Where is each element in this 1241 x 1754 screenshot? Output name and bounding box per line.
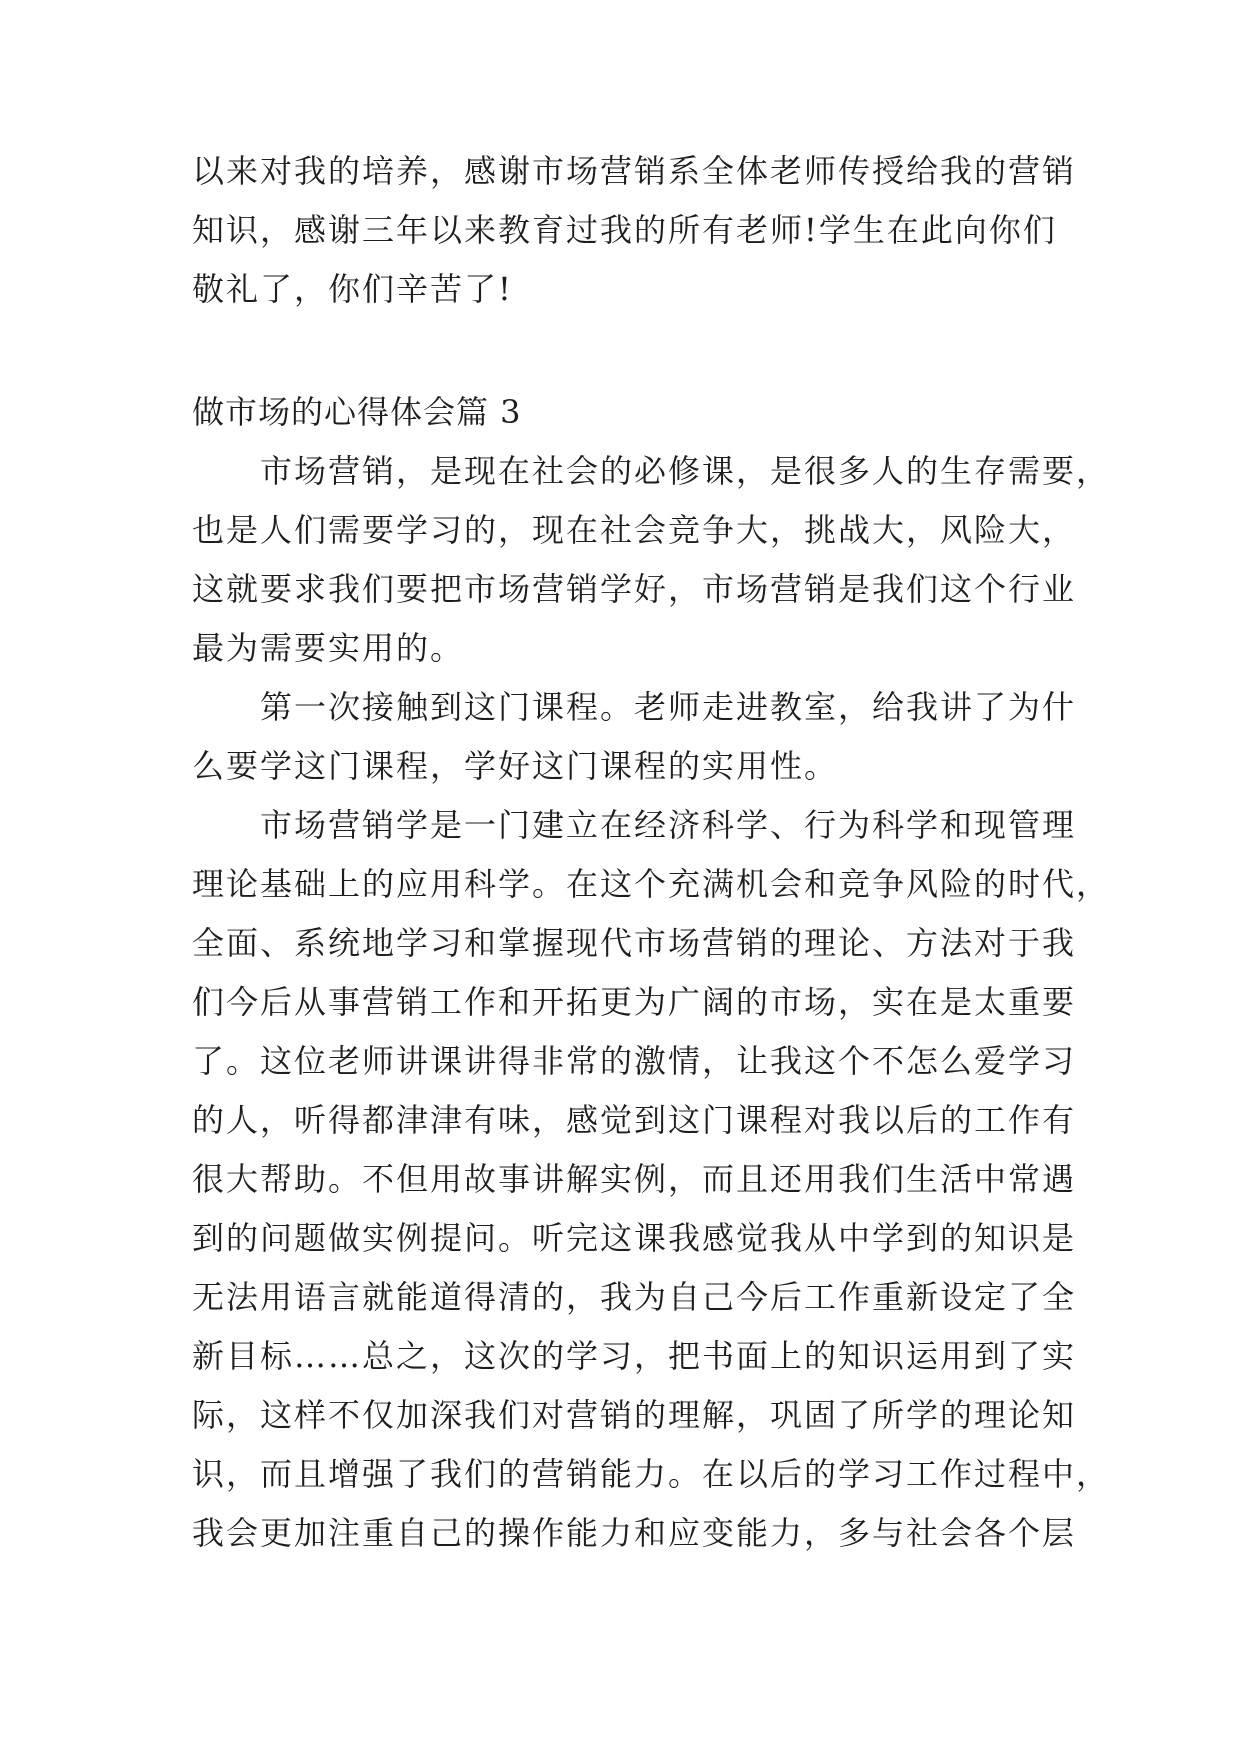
body-line-11: 了。这位老师讲课讲得非常的激情，让我这个不怎么爱学习 xyxy=(192,1042,1077,1080)
section-title: 做市场的心得体会篇 3 xyxy=(192,393,522,431)
body-line-12: 的人，听得都津津有味，感觉到这门课程对我以后的工作有 xyxy=(192,1101,1077,1139)
body-line-17: 际，这样不仅加深我们对营销的理解，巩固了所学的理论知 xyxy=(192,1396,1077,1434)
intro-line-3: 敬礼了，你们辛苦了! xyxy=(192,270,513,308)
intro-line-2: 知识，感谢三年以来教育过我的所有老师!学生在此向你们 xyxy=(192,211,1057,249)
body-line-9: 全面、系统地学习和掌握现代市场营销的理论、方法对于我 xyxy=(192,924,1077,962)
body-line-6: 么要学这门课程，学好这门课程的实用性。 xyxy=(192,747,839,785)
intro-line-1: 以来对我的培养，感谢市场营销系全体老师传授给我的营销 xyxy=(192,152,1077,190)
body-line-19: 我会更加注重自己的操作能力和应变能力，多与社会各个层 xyxy=(192,1514,1077,1552)
body-line-10: 们今后从事营销工作和开拓更为广阔的市场，实在是太重要 xyxy=(192,983,1077,1021)
body-line-15: 无法用语言就能道得清的，我为自己今后工作重新设定了全 xyxy=(192,1278,1077,1316)
body-line-16: 新目标……总之，这次的学习，把书面上的知识运用到了实 xyxy=(192,1337,1077,1375)
body-line-2: 也是人们需要学习的，现在社会竞争大，挑战大，风险大， xyxy=(192,511,1077,549)
body-line-5: 第一次接触到这门课程。老师走进教室，给我讲了为什 xyxy=(192,688,1077,726)
body-line-3: 这就要求我们要把市场营销学好，市场营销是我们这个行业 xyxy=(192,570,1077,608)
body-line-7: 市场营销学是一门建立在经济科学、行为科学和现管理 xyxy=(192,806,1077,844)
body-line-14: 到的问题做实例提问。听完这课我感觉我从中学到的知识是 xyxy=(192,1219,1077,1257)
body-line-4: 最为需要实用的。 xyxy=(192,629,465,667)
body-line-13: 很大帮助。不但用故事讲解实例，而且还用我们生活中常遇 xyxy=(192,1160,1077,1198)
body-line-8: 理论基础上的应用科学。在这个充满机会和竞争风险的时代， xyxy=(192,865,1111,903)
body-line-18: 识，而且增强了我们的营销能力。在以后的学习工作过程中， xyxy=(192,1455,1111,1493)
body-line-1: 市场营销，是现在社会的必修课，是很多人的生存需要， xyxy=(192,452,1111,490)
